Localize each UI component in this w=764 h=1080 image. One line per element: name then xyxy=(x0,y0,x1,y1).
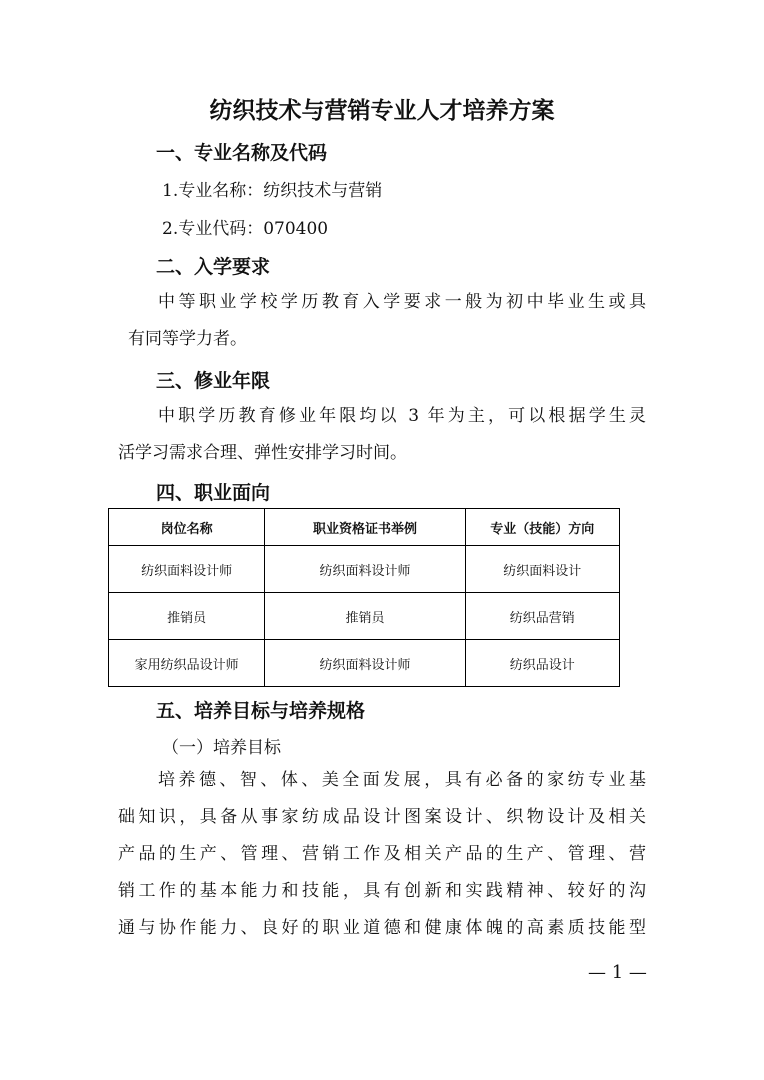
paragraph-line: 础知识，具备从事家纺成品设计图案设计、织物设计及相关 xyxy=(118,807,646,827)
paragraph-line: 中等职业学校学历教育入学要求一般为初中毕业生或具 xyxy=(158,292,646,312)
table-cell: 纺织品设计 xyxy=(465,640,619,687)
major-name: 1.专业名称：纺织技术与营销 xyxy=(162,181,383,201)
section-heading-name-code: 一、专业名称及代码 xyxy=(156,142,328,164)
section-heading-career: 四、职业面向 xyxy=(156,482,271,504)
table-header: 专业（技能）方向 xyxy=(465,509,619,546)
table-header: 职业资格证书举例 xyxy=(265,509,465,546)
table-cell: 纺织面料设计师 xyxy=(265,546,465,593)
table-cell: 家用纺织品设计师 xyxy=(109,640,265,687)
table-cell: 纺织面料设计师 xyxy=(109,546,265,593)
table-cell: 推销员 xyxy=(265,593,465,640)
table-header: 岗位名称 xyxy=(109,509,265,546)
table-cell: 纺织面料设计师 xyxy=(265,640,465,687)
document-title: 纺织技术与营销专业人才培养方案 xyxy=(209,98,555,124)
section-heading-admission: 二、入学要求 xyxy=(156,256,271,278)
duration-paragraph xyxy=(118,398,646,472)
subsection-heading: （一）培养目标 xyxy=(162,738,281,758)
table-cell: 纺织品营销 xyxy=(465,593,619,640)
table-header-row xyxy=(109,509,620,546)
paragraph-line: 中职学历教育修业年限均以 3 年为主，可以根据学生灵 xyxy=(158,406,646,426)
career-table xyxy=(108,508,620,687)
paragraph-line: 有同等学力者。 xyxy=(128,329,247,349)
section-heading-duration: 三、修业年限 xyxy=(156,370,271,392)
table-cell: 推销员 xyxy=(109,593,265,640)
paragraph-line: 销工作的基本能力和技能，具有创新和实践精神、较好的沟 xyxy=(118,881,646,901)
paragraph-line: 通与协作能力、良好的职业道德和健康体魄的高素质技能型 xyxy=(118,918,646,938)
paragraph-line: 产品的生产、管理、营销工作及相关产品的生产、管理、营 xyxy=(118,844,646,864)
table-row xyxy=(109,640,620,687)
paragraph-line: 活学习需求合理、弹性安排学习时间。 xyxy=(118,443,407,463)
table-cell: 纺织面料设计 xyxy=(465,546,619,593)
section-heading-objectives: 五、培养目标与培养规格 xyxy=(156,700,366,722)
objectives-paragraph xyxy=(118,762,646,947)
table-row xyxy=(109,593,620,640)
major-code: 2.专业代码：070400 xyxy=(162,219,329,239)
table-row xyxy=(109,546,620,593)
admission-paragraph xyxy=(118,284,646,358)
paragraph-line: 培养德、智、体、美全面发展，具有必备的家纺专业基 xyxy=(158,770,646,790)
page-number: — 1 — xyxy=(588,962,647,983)
